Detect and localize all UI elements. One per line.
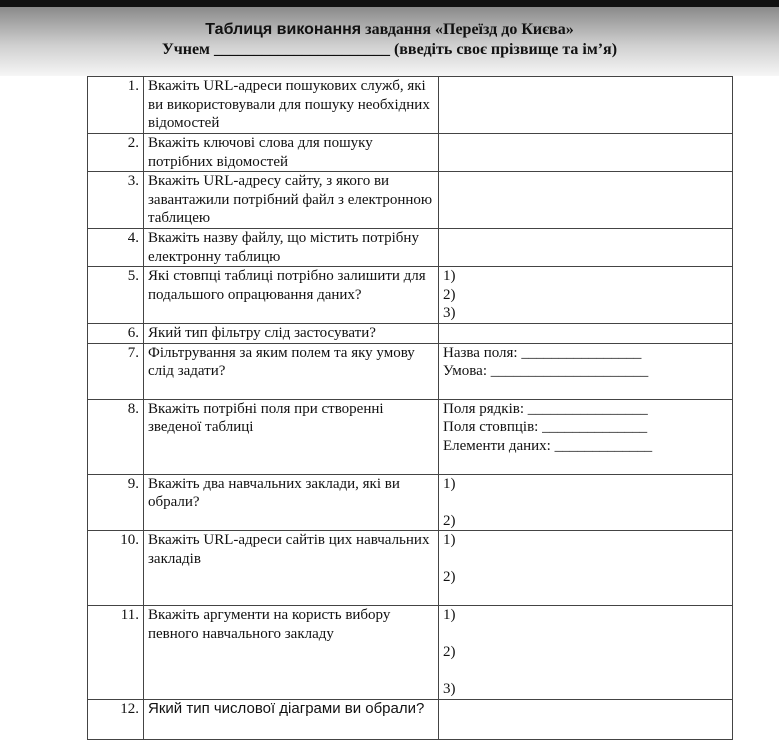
answer-line [443,662,728,681]
answer-line: 3) [443,681,456,697]
question-cell: Вкажіть два навчальних заклади, які ви обрали? [144,474,439,531]
row-number: 3. [88,172,144,229]
answer-line: 1) [443,475,456,492]
document-header [0,7,779,76]
answer-line: 1) [443,268,456,284]
answer-cell[interactable] [439,134,733,172]
student-line: Учнем ______________________ (введіть своє прізвище та ім’я) [161,41,618,58]
student-name-blank[interactable]: ______________________ [209,41,394,58]
table-row [88,474,733,531]
table-row [88,77,733,134]
answer-line: 2) [443,512,456,529]
answer-cell[interactable] [439,343,733,399]
answer-cell[interactable] [439,531,733,606]
answer-cell[interactable] [439,606,733,700]
answer-line [443,625,728,644]
answer-cell[interactable] [439,229,733,267]
answer-cell[interactable] [439,267,733,324]
question-cell: Вкажіть аргументи на користь вибору певного навчального закладу [144,606,439,700]
table-row [88,399,733,474]
answer-line: Умова: _____________________ [443,363,649,379]
row-number: 11. [88,606,144,700]
answer-line: 1) [443,532,456,548]
table-row [88,172,733,229]
answer-line: 2) [443,286,456,303]
answer-cell[interactable] [439,323,733,343]
table-row [88,531,733,606]
question-cell: Які стовпці таблиці потрібно залишити для подальшого опрацювання даних? [144,267,439,324]
table-row [88,229,733,267]
answer-line: 3) [443,305,456,321]
answer-line [443,493,728,512]
row-number: 1. [88,77,144,134]
question-cell: Вкажіть назву файлу, що містить потрібну електронну таблицю [144,229,439,267]
row-number: 10. [88,531,144,606]
answer-cell[interactable] [439,77,733,134]
row-number: 4. [88,229,144,267]
row-number: 12. [88,700,144,740]
row-number: 6. [88,323,144,343]
question-cell: Який тип числової діаграми ви обрали? [144,700,439,740]
answer-line: Поля стовпців: ______________ [443,419,648,435]
row-number: 8. [88,399,144,474]
question-cell: Вкажіть URL-адреси сайтів цих навчальних закладів [144,531,439,606]
answer-line: Елементи даних: _____________ [443,437,653,454]
table-row [88,267,733,324]
table-row [88,343,733,399]
answer-cell[interactable] [439,172,733,229]
question-cell: Вкажіть потрібні поля при створенні зведеної таблиці [144,399,439,474]
answer-line: Поля рядків: ________________ [443,400,648,417]
row-number: 9. [88,474,144,531]
task-table [87,76,733,740]
row-number: 7. [88,343,144,399]
top-bar [0,0,779,7]
question-cell: Вкажіть URL-адреси пошукових служб, які ви використовували для пошуку необхідних відомостей [144,77,439,134]
row-number: 5. [88,267,144,324]
document-title: Таблиця виконання завдання «Переїзд до Києва» [205,21,574,38]
answer-cell[interactable] [439,474,733,531]
answer-line: Назва поля: ________________ [443,344,642,361]
table-row [88,134,733,172]
question-cell: Фільтрування за яким полем та яку умову слід задати? [144,343,439,399]
table-row [88,323,733,343]
table-row [88,606,733,700]
question-cell: Вкажіть URL-адресу сайту, з якого ви завантажили потрібний файл з електронною таблицею [144,172,439,229]
question-cell: Який тип фільтру слід застосувати? [144,323,439,343]
answer-line: 2) [443,569,456,585]
answer-line: 1) [443,607,456,623]
answer-line [443,550,728,569]
answer-line: 2) [443,644,456,660]
answer-cell[interactable] [439,399,733,474]
question-cell: Вкажіть ключові слова для пошуку потрібних відомостей [144,134,439,172]
row-number: 2. [88,134,144,172]
